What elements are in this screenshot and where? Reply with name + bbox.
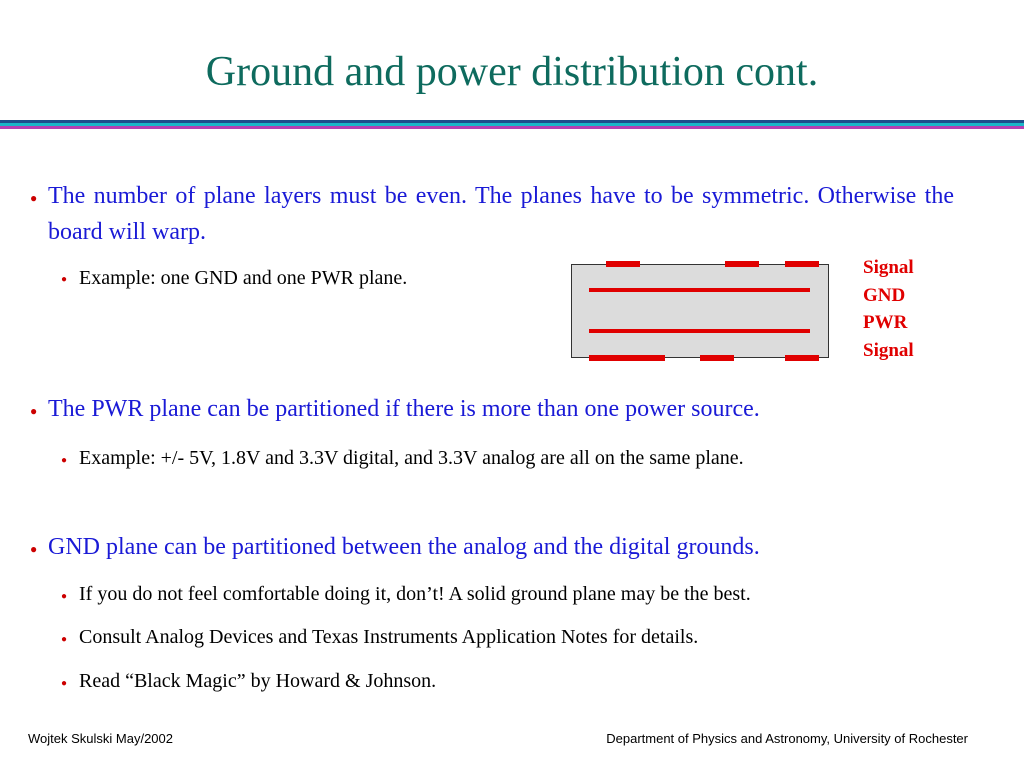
gnd-plane-line [589,288,810,292]
footer-department: Department of Physics and Astronomy, University of Rochester [606,731,968,746]
layer-label-signal-bottom: Signal [863,339,914,361]
pcb-stackup-diagram [570,258,832,362]
bullet-example-voltages: Example: +/- 5V, 1.8V and 3.3V digital, and 3.3V analog are all on the same plane. [79,447,744,469]
bullet-marker-icon: ● [61,591,68,602]
top-signal-trace [725,261,759,267]
top-signal-trace [785,261,819,267]
pwr-plane-line [589,329,810,333]
layer-label-signal-top: Signal [863,257,914,278]
bullet-marker-icon: ● [30,542,38,556]
bottom-signal-trace [785,355,819,361]
bullet-solid-ground-advice: If you do not feel comfortable doing it, don’t! A solid ground plane may be the best. [79,583,751,605]
layer-label-gnd: GND [863,284,906,306]
bullet-marker-icon: ● [61,634,68,645]
bullet-pwr-partition: The PWR plane can be partitioned if there is more than one power source. [48,396,760,422]
bullet-plane-layers: The number of plane layers must be even. The planes have to be symmetric. Otherwise the board will warp. [48,183,954,245]
top-signal-trace [606,261,640,267]
bullet-marker-icon: ● [61,678,68,689]
bottom-signal-trace [589,355,665,361]
bottom-signal-trace [700,355,734,361]
layer-label-list [863,254,914,364]
bullet-gnd-partition: GND plane can be partitioned between the analog and the digital grounds. [48,534,760,560]
slide-title: Ground and power distribution cont. [205,49,819,95]
bullet-marker-icon: ● [61,274,68,285]
bullet-marker-icon: ● [30,404,38,418]
board-outline [572,265,829,358]
footer-author: Wojtek Skulski May/2002 [28,731,173,746]
bullet-example-gnd-pwr: Example: one GND and one PWR plane. [79,267,408,289]
bullet-marker-icon: ● [61,455,68,466]
layer-label-pwr: PWR [863,312,908,333]
bullet-marker-icon: ● [30,191,38,205]
bullet-app-notes: Consult Analog Devices and Texas Instruments Application Notes for details. [79,626,699,648]
title-rule-magenta [0,126,1024,129]
bullet-black-magic: Read “Black Magic” by Howard & Johnson. [79,670,437,692]
